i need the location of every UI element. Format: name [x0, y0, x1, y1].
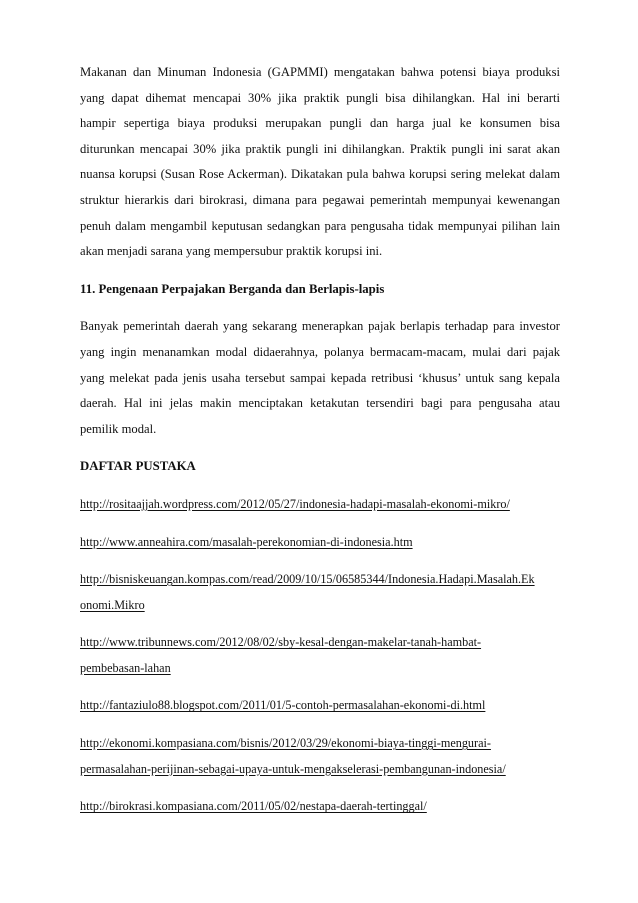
reference-item[interactable]	[80, 693, 560, 719]
reference-link-continuation[interactable]: pembebasan-lahan	[80, 660, 171, 675]
paragraph-line: yang dapat dihemat mencapai 30% jika praktik pungli bisa dihilangkan. Hal ini berarti	[80, 90, 560, 105]
reference-item[interactable]	[80, 630, 560, 681]
section-heading: 11. Pengenaan Perpajakan Berganda dan Berlapis-lapis	[80, 281, 385, 296]
paragraph-line: akan menjadi sarana yang mempersubur praktik korupsi ini.	[80, 244, 383, 259]
reference-item[interactable]	[80, 492, 560, 518]
reference-link[interactable]: http://bisniskeuangan.kompas.com/read/2009/10/15/06585344/Indonesia.Hadapi.Masalah.Ek	[80, 572, 535, 587]
paragraph-line: pemilik modal.	[80, 421, 157, 436]
reference-item[interactable]	[80, 530, 560, 556]
references-heading: DAFTAR PUSTAKA	[80, 459, 196, 474]
paragraph-line: penuh dalam mengambil keputusan sedangkan para pengusaha tidak mempunyai pilihan lain	[80, 218, 560, 233]
reference-link[interactable]: http://ekonomi.kompasiana.com/bisnis/2012/03/29/ekonomi-biaya-tinggi-mengurai-	[80, 736, 491, 751]
paragraph-line: daerah. Hal ini jelas makin menciptakan ketakutan tersendiri bagi para pengusaha atau	[80, 396, 560, 411]
paragraph-line: struktur hierarkis dari birokrasi, dimana para pegawai pemerintah mempunyai kewenangan	[80, 192, 560, 207]
reference-link[interactable]: http://birokrasi.kompasiana.com/2011/05/02/nestapa-daerah-tertinggal/	[80, 799, 427, 814]
paragraph-line: yang melekat pada jenis usaha tersebut sampai kepada retribusi ‘khusus’ untuk sang kepala	[80, 370, 560, 385]
reference-link[interactable]: http://fantaziulo88.blogspot.com/2011/01/5-contoh-permasalahan-ekonomi-di.html	[80, 698, 486, 713]
reference-link-continuation[interactable]: onomi.Mikro	[80, 597, 145, 612]
document-page	[80, 60, 560, 820]
paragraph-line: yang ingin menanamkan modal didaerahnya, polanya bermacam-macam, mulai dari pajak	[80, 344, 560, 359]
intro-paragraph	[80, 60, 560, 265]
section-11-paragraph	[80, 314, 560, 442]
paragraph-line: diturunkan mencapai 30% jika praktik pungli ini dihilangkan. Praktik pungli ini sarat akan	[80, 141, 560, 156]
reference-link[interactable]: http://www.anneahira.com/masalah-perekonomian-di-indonesia.htm	[80, 534, 413, 549]
reference-link-continuation[interactable]: permasalahan-perijinan-sebagai-upaya-untuk-mengakselerasi-pembangunan-indonesia/	[80, 761, 506, 776]
reference-item[interactable]	[80, 794, 560, 820]
reference-link[interactable]: http://rositaajjah.wordpress.com/2012/05/27/indonesia-hadapi-masalah-ekonomi-mikro/	[80, 496, 510, 511]
reference-item[interactable]	[80, 731, 560, 782]
paragraph-line: Banyak pemerintah daerah yang sekarang menerapkan pajak berlapis terhadap para investor	[80, 319, 560, 334]
paragraph-line: nuansa korupsi (Susan Rose Ackerman). Dikatakan pula bahwa korupsi sering melekat dalam	[80, 167, 560, 182]
paragraph-line: Makanan dan Minuman Indonesia (GAPMMI) mengatakan bahwa potensi biaya produksi	[80, 65, 560, 79]
reference-item[interactable]	[80, 567, 560, 618]
paragraph-line: hampir sepertiga biaya produksi merupakan pungli dan harga jual ke konsumen bisa	[80, 116, 560, 131]
reference-link[interactable]: http://www.tribunnews.com/2012/08/02/sby-kesal-dengan-makelar-tanah-hambat-	[80, 635, 482, 650]
